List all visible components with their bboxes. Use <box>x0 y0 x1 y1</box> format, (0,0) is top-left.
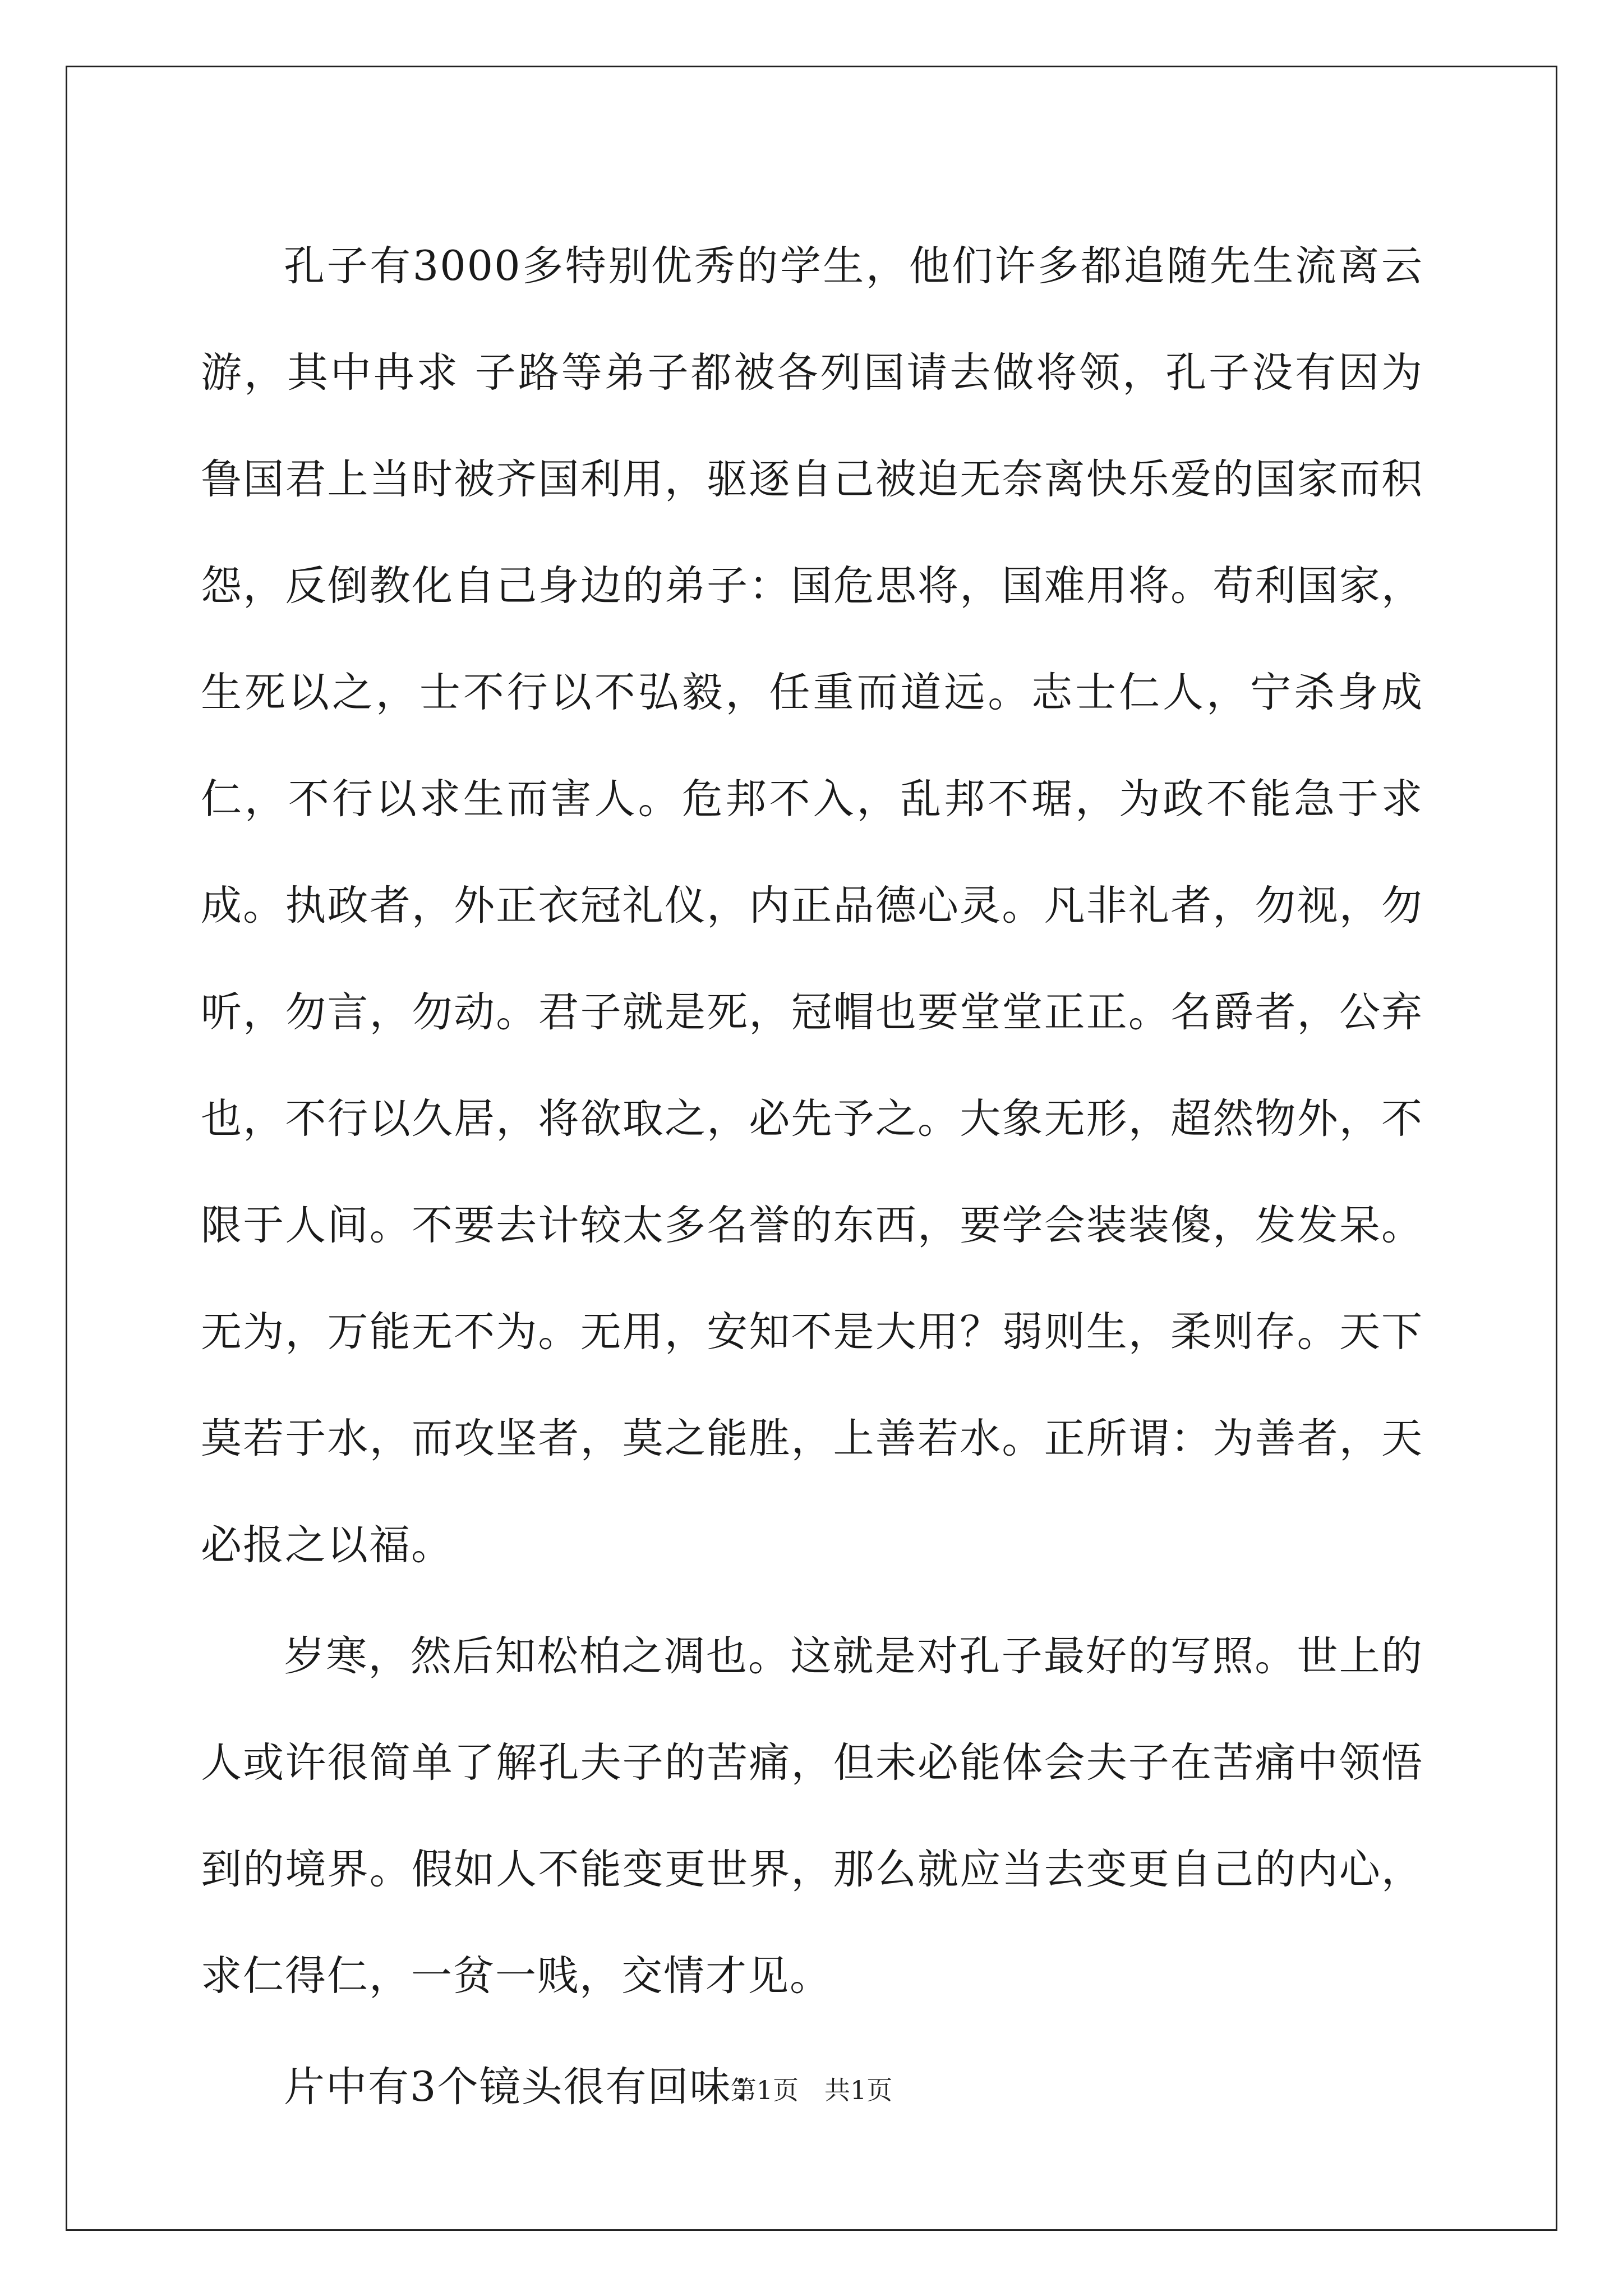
paragraph: 岁寒，然后知松柏之凋也。这就是对孔子最好的写照。世上的人或许很简单了解孔夫子的苦痛，但未必能体会夫子在苦痛中领悟到的境界。假如人不能变更世界，那么就应当去变更自己的内心，求仁得仁，一贫一贱，交情才见。 <box>201 1632 1423 2000</box>
page-number-footer: 第1页 共1页 <box>730 2075 893 2105</box>
paragraph: 孔子有3000多特别优秀的学生，他们许多都追随先生流离云游，其中冉求 子路等弟子都被各列国请去做将领，孔子没有因为鲁国君上当时被齐国利用，驱逐自己被迫无奈离快乐爱的国家而积怨，反倒教化自己身边的弟子：国危思将，国难用将。苟利国家，生死以之，士不行以不弘毅，任重而道远。志士仁人，宁杀身成仁，不行以求生而害人。危邦不入，乱邦不琚，为政不能急于求成。执政者，外正衣冠礼仪，内正品德心灵。凡非礼者，勿视，勿听，勿言，勿动。君子就是死，冠帽也要堂堂正正。名爵者，公弃也，不行以久居，将欲取之，必先予之。大象无形，超然物外，不限于人间。不要去计较太多名誉的东西，要学会装装傻，发发呆。无为，万能无不为。无用，安知不是大用？弱则生，柔则存。天下莫若于水，而攻坚者，莫之能胜，上善若水。正所谓：为善者，天必报之以福。 <box>201 242 1423 1569</box>
document-body <box>201 213 1423 2145</box>
paragraph: 片中有3个镜头很有回味： <box>284 2063 774 2111</box>
